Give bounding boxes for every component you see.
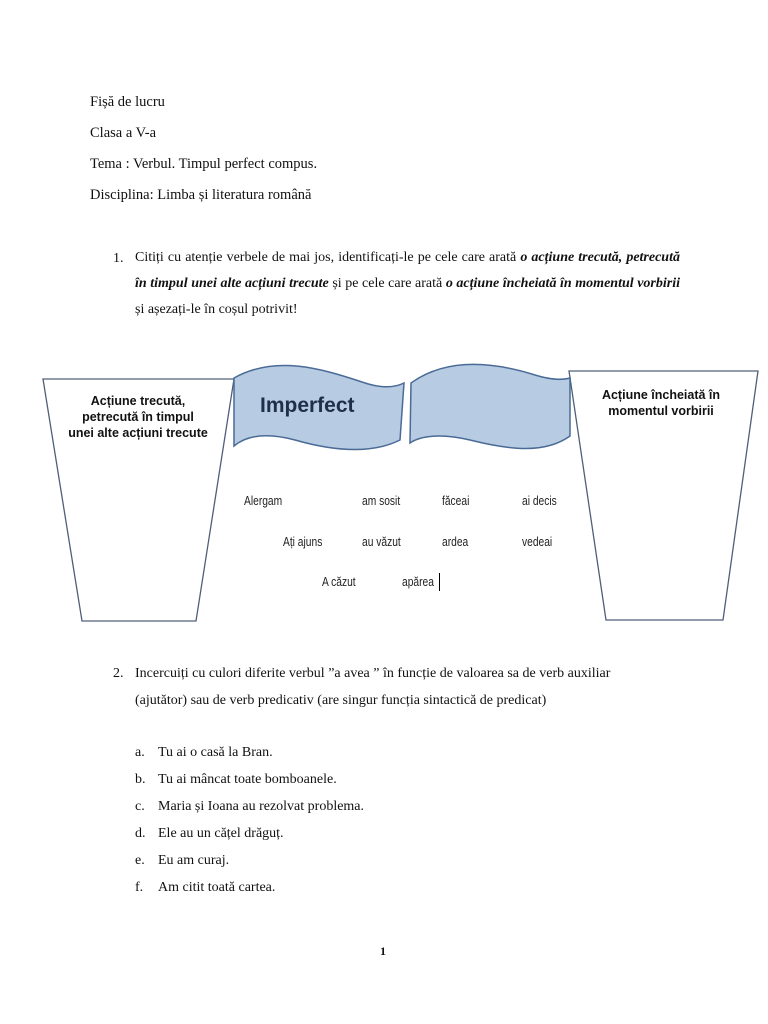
option-letter: b. [135, 772, 146, 787]
exercise1-number: 1. [113, 251, 124, 266]
header-worksheet-title: Fișă de lucru [90, 94, 165, 110]
verb-item[interactable]: Ați ajuns [283, 535, 323, 549]
left-basket-label: Acțiune trecută, petrecută în timpul unei alte acțiuni trecute [68, 394, 208, 440]
option-text: Tu ai mâncat toate bomboanele. [158, 772, 337, 787]
option-letter: a. [135, 745, 145, 760]
option-letter: c. [135, 799, 145, 814]
left-banner-title: Imperfect [260, 394, 355, 417]
verb-item[interactable]: am sosit [362, 494, 401, 508]
verb-item[interactable]: Alergam [244, 494, 283, 508]
option-letter: d. [135, 826, 146, 841]
verb-item[interactable]: A căzut [322, 575, 356, 589]
right-banner-shape [410, 364, 570, 448]
verb-item[interactable]: ai decis [522, 494, 557, 508]
verb-item[interactable]: au văzut [362, 535, 401, 549]
exercise2-number: 2. [113, 666, 124, 681]
exercise2-text-line1: Incercuiți cu culori diferite verbul ”a avea ” în funcție de valoarea sa de verb auxiliar [135, 666, 611, 681]
option-text: Ele au un cățel drăguț. [158, 826, 284, 841]
text-cursor [439, 573, 440, 591]
page-number: 1 [380, 944, 386, 958]
option-text: Tu ai o casă la Bran. [158, 745, 273, 760]
exercise1-text-part2: și pe cele care arată [328, 276, 446, 291]
header-topic: Tema : Verbul. Timpul perfect compus. [90, 156, 318, 172]
verb-item[interactable]: făceai [442, 494, 470, 508]
option-letter: f. [135, 880, 144, 895]
option-text: Eu am curaj. [158, 853, 230, 868]
exercise1-text-part1: Citiți cu atenție verbele de mai jos, identificați-le pe cele care arată [135, 250, 521, 265]
verb-item[interactable]: apărea [402, 575, 434, 589]
exercise1-bold2: o acțiune încheiată în momentul vorbirii [445, 276, 680, 291]
header-class: Clasa a V-a [90, 125, 157, 141]
verb-item[interactable]: vedeai [522, 535, 553, 549]
exercise1-bold1: o acțiune trecută, petrecută în timpul unei alte acțiuni trecute [135, 250, 680, 291]
option-text: Am citit toată cartea. [158, 880, 276, 895]
header-subject: Disciplina: Limba și literatura română [90, 187, 312, 203]
option-letter: e. [135, 853, 145, 868]
exercise1-text-part3: și așezați-le în coșul potrivit! [135, 302, 298, 317]
option-text: Maria și Ioana au rezolvat problema. [158, 799, 365, 814]
verb-item[interactable]: ardea [442, 535, 469, 549]
exercise2-text-line2: (ajutător) sau de verb predicativ (are singur funcția sintactică de predicat) [135, 693, 547, 708]
right-basket-label: Acțiune încheiată în momentul vorbirii [601, 388, 721, 418]
